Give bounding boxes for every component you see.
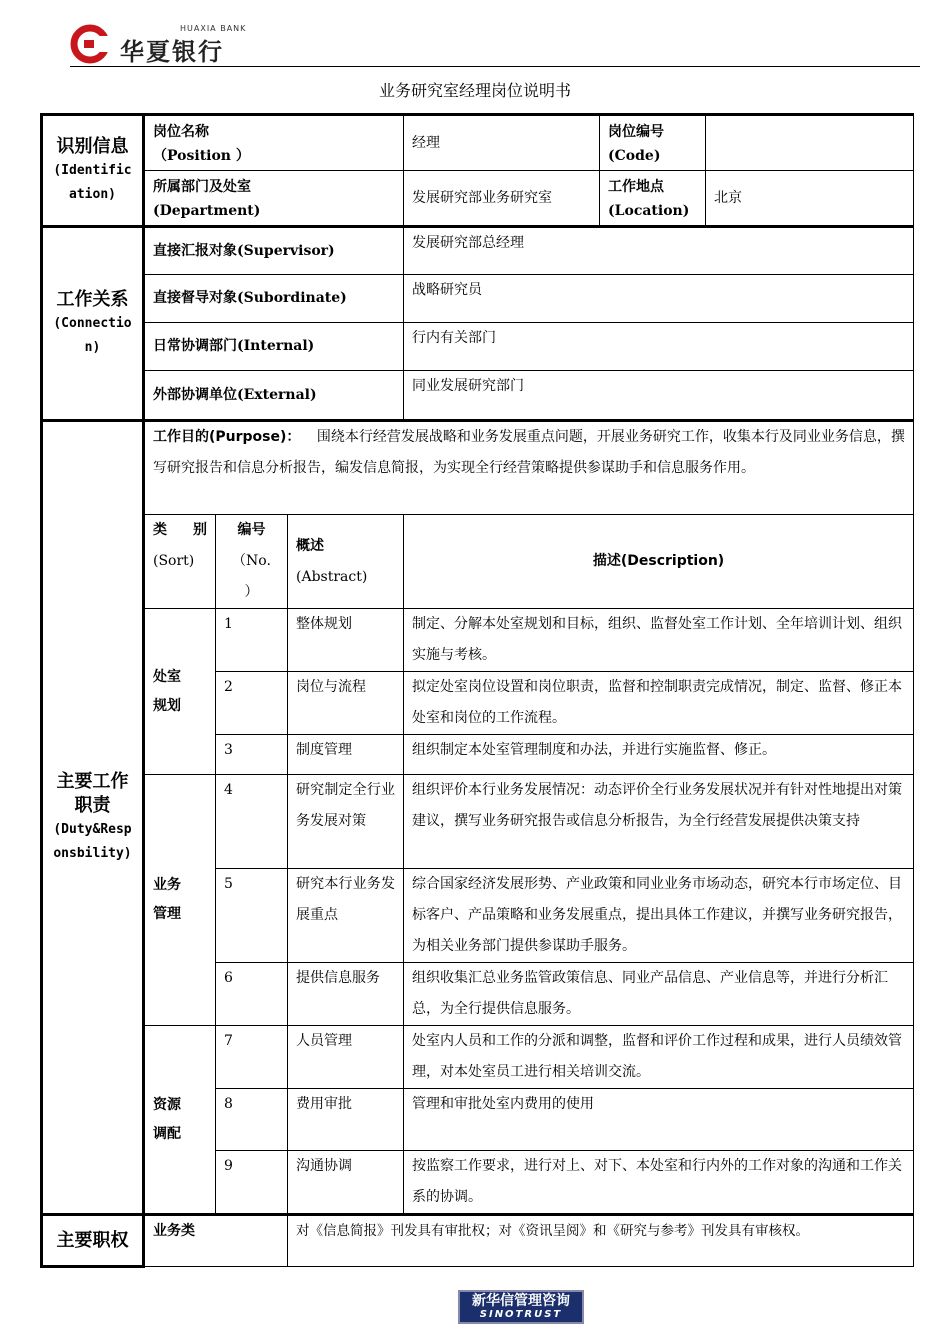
footer-brand-en: SINOTRUST [479, 1309, 563, 1320]
item-description: 组织收集汇总业务监管政策信息、同业产品信息、产业信息等，并进行分析汇总，为全行提供信息服务。 [404, 963, 914, 1026]
huaxia-bank-emblem-icon [70, 24, 112, 64]
authority-category: 业务类 [144, 1215, 288, 1267]
position-label: 岗位名称 （Position ） [144, 115, 404, 171]
position-value: 经理 [404, 115, 600, 171]
item-abstract: 研究制定全行业务发展对策 [288, 775, 404, 869]
duties-section: 主要工作职责 (Duty&Responsbility) [42, 421, 144, 1215]
purpose-label: 工作目的(Purpose)： [153, 429, 301, 445]
item-abstract: 费用审批 [288, 1089, 404, 1151]
sinotrust-logo [458, 1290, 584, 1324]
item-no: 5 [216, 869, 288, 963]
bank-name-en: HUAXIA BANK [180, 24, 247, 33]
connection-section: 工作关系 (Connection) [42, 227, 144, 421]
col-header-sort: 类 别 (Sort) [144, 515, 216, 609]
subordinate-value: 战略研究员 [404, 275, 914, 323]
item-abstract: 沟通协调 [288, 1151, 404, 1215]
col-header-abstract: 概述 (Abstract) [288, 515, 404, 609]
authority-section: 主要职权 [42, 1215, 144, 1267]
item-abstract: 提供信息服务 [288, 963, 404, 1026]
identification-section: 识别信息 (Identification) [42, 115, 144, 227]
subordinate-label: 直接督导对象(Subordinate) [144, 275, 404, 323]
item-no: 3 [216, 735, 288, 775]
item-description: 组织制定本处室管理制度和办法，并进行实施监督、修正。 [404, 735, 914, 775]
item-no: 7 [216, 1026, 288, 1089]
item-description: 管理和审批处室内费用的使用 [404, 1089, 914, 1151]
item-description: 制定、分解本处室规划和目标，组织、监督处室工作计划、全年培训计划、组织实施与考核。 [404, 609, 914, 672]
item-abstract: 制度管理 [288, 735, 404, 775]
header-rule [70, 66, 920, 67]
item-description: 拟定处室岗位设置和岗位职责，监督和控制职责完成情况，制定、监督、修正本处室和岗位的工作流程。 [404, 672, 914, 735]
supervisor-value: 发展研究部总经理 [404, 227, 914, 275]
category-resource: 资源 调配 [144, 1026, 216, 1215]
item-description: 按监察工作要求，进行对上、对下、本处室和行内外的工作对象的沟通和工作关系的协调。 [404, 1151, 914, 1215]
col-header-no: 编号 （No. ） [216, 515, 288, 609]
item-no: 1 [216, 609, 288, 672]
external-label: 外部协调单位(External) [144, 371, 404, 421]
item-no: 8 [216, 1089, 288, 1151]
item-no: 6 [216, 963, 288, 1026]
item-description: 处室内人员和工作的分派和调整，监督和评价工作过程和成果，进行人员绩效管理，对本处室员工进行相关培训交流。 [404, 1026, 914, 1089]
item-description: 综合国家经济发展形势、产业政策和同业业务市场动态，研究本行市场定位、目标客户、产品策略和业务发展重点，提出具体工作建议，并撰写业务研究报告，为相关业务部门提供参谋助手服务。 [404, 869, 914, 963]
item-no: 9 [216, 1151, 288, 1215]
code-value [706, 115, 914, 171]
document-title: 业务研究室经理岗位说明书 [378, 81, 571, 100]
item-abstract: 研究本行业务发展重点 [288, 869, 404, 963]
item-description: 组织评价本行业务发展情况：动态评价全行业务发展状况并有针对性地提出对策建议，撰写业务研究报告或信息分析报告，为全行经营发展提供决策支持 [404, 775, 914, 869]
col-header-description: 描述(Description) [404, 515, 914, 609]
location-label: 工作地点 (Location) [600, 171, 706, 227]
code-label: 岗位编号 (Code) [600, 115, 706, 171]
internal-value: 行内有关部门 [404, 323, 914, 371]
authority-description: 对《信息简报》刊发具有审批权；对《资讯呈阅》和《研究与参考》刊发具有审核权。 [288, 1215, 914, 1267]
purpose-cell [144, 421, 914, 515]
category-business: 业务 管理 [144, 775, 216, 1026]
location-value: 北京 [706, 171, 914, 227]
department-label: 所属部门及处室 (Department) [144, 171, 404, 227]
item-no: 2 [216, 672, 288, 735]
item-abstract: 整体规划 [288, 609, 404, 672]
item-abstract: 岗位与流程 [288, 672, 404, 735]
external-value: 同业发展研究部门 [404, 371, 914, 421]
department-value: 发展研究部业务研究室 [404, 171, 600, 227]
bank-name-cn: 华夏银行 [120, 38, 224, 66]
footer-brand-cn: 新华信管理咨询 [472, 1293, 570, 1309]
item-no: 4 [216, 775, 288, 869]
job-description-table [40, 113, 914, 1268]
category-planning: 处室 规划 [144, 609, 216, 775]
item-abstract: 人员管理 [288, 1026, 404, 1089]
internal-label: 日常协调部门(Internal) [144, 323, 404, 371]
purpose-text: 围绕本行经营发展战略和业务发展重点问题，开展业务研究工作，收集本行及同业业务信息，撰写研究报告和信息分析报告，编发信息简报，为实现全行经营策略提供参谋助手和信息服务作用。 [153, 429, 905, 476]
supervisor-label: 直接汇报对象(Supervisor) [144, 227, 404, 275]
